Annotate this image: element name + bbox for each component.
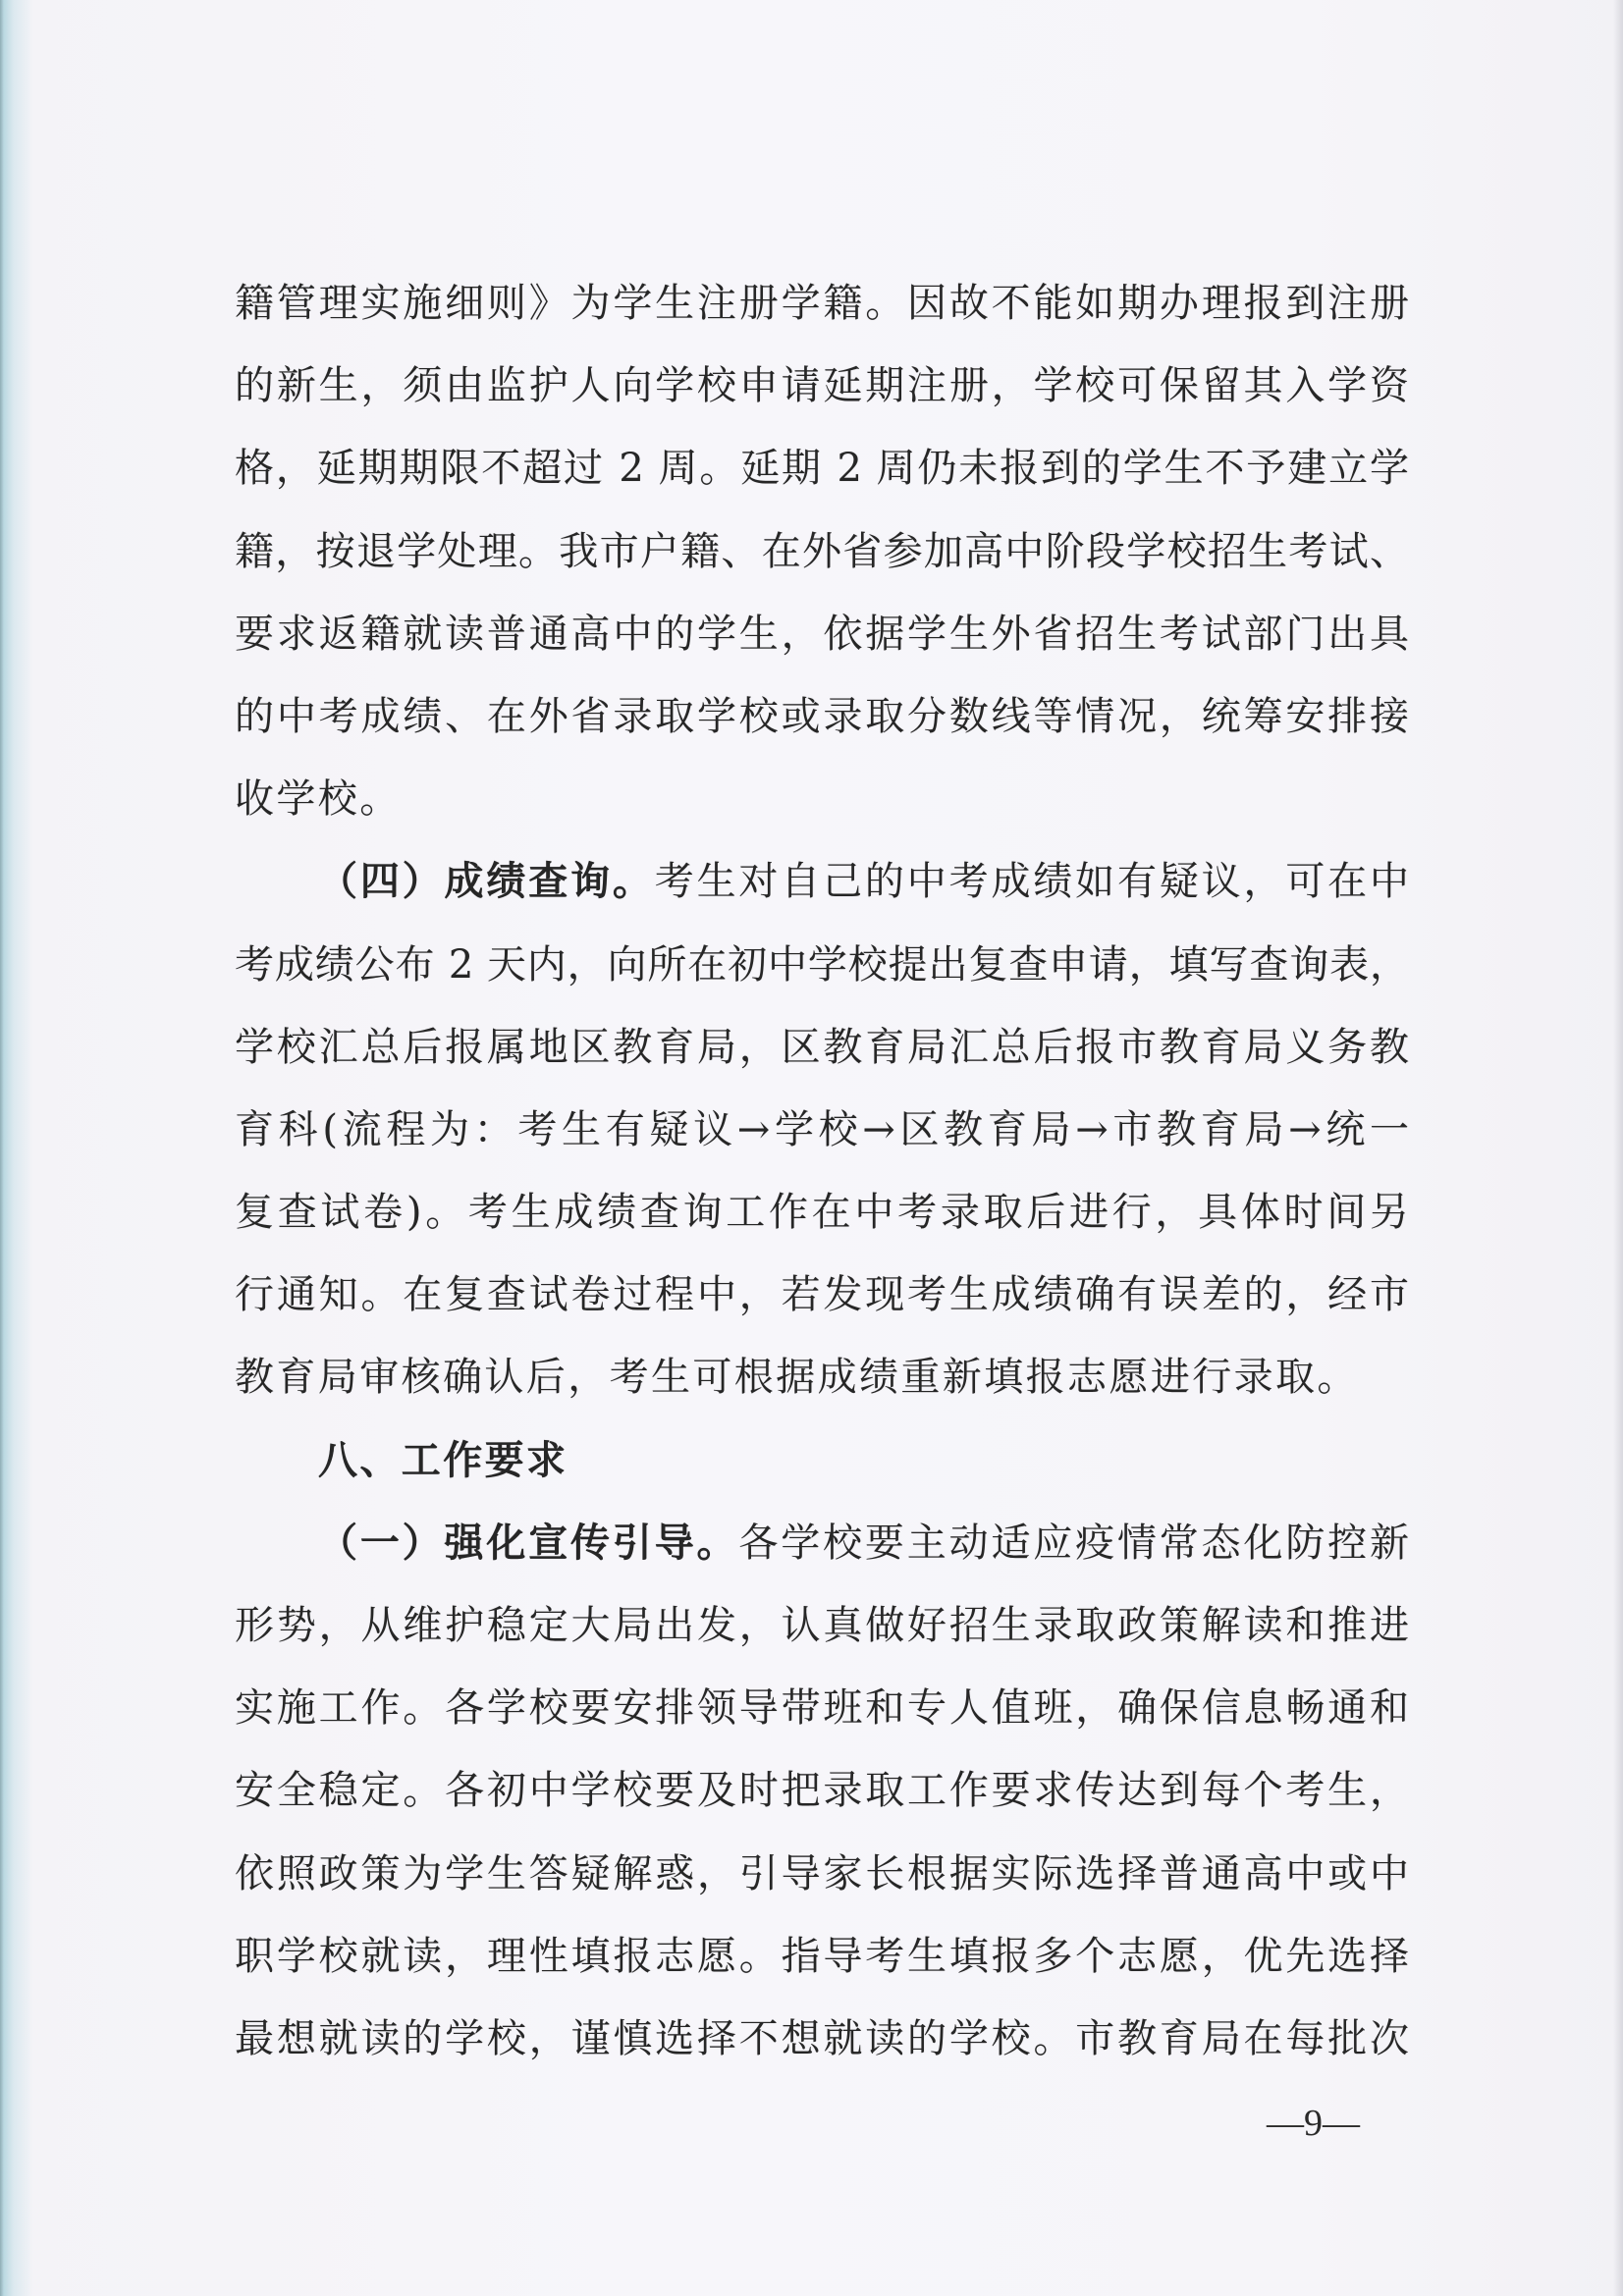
- text-line: 收学校。: [235, 776, 402, 823]
- text-line: 形势，从维护稳定大局出发，认真做好招生录取政策解读和推进: [235, 1603, 1409, 1648]
- paragraph-first-line: [235, 840, 1409, 923]
- text-line: 行通知。在复查试卷过程中，若发现考生成绩确有误差的，经市: [235, 1272, 1409, 1318]
- text-segment: 各学校要主动适应疫情常态化防控新: [738, 1520, 1410, 1566]
- scan-edge-right: [1613, 0, 1623, 2296]
- section-lead: （一）强化宣传引导。: [318, 1519, 739, 1566]
- text-line: 学校汇总后报属地区教育局，区教育局汇总后报市教育局义务教: [235, 1024, 1409, 1070]
- document-body: [235, 262, 1409, 2080]
- section-lead: （四）成绩查询。: [318, 858, 655, 905]
- text-line: 最想就读的学校，谨慎选择不想就读的学校。市教育局在每批次: [235, 2015, 1409, 2061]
- page-number: —9—: [1267, 2103, 1360, 2144]
- text-line: 籍管理实施细则》为学生注册学籍。因故不能如期办理报到注册: [235, 281, 1409, 326]
- text-segment: 考生对自己的中考成绩如有疑议，可在中: [654, 859, 1410, 905]
- section-heading: 八、工作要求: [318, 1437, 568, 1483]
- text-line: 的新生，须由监护人向学校申请延期注册，学校可保留其入学资: [235, 363, 1409, 409]
- text-line: 要求返籍就读普通高中的学生，依据学生外省招生考试部门出具: [235, 611, 1409, 657]
- text-line: 育科(流程为：考生有疑议→学校→区教育局→市教育局→统一: [235, 1106, 1409, 1152]
- text-line: 籍，按退学处理。我市户籍、在外省参加高中阶段学校招生考试、: [235, 528, 1409, 574]
- text-line: 格，延期期限不超过 2 周。延期 2 周仍未报到的学生不予建立学: [235, 446, 1409, 492]
- text-line: 教育局审核确认后，考生可根据成绩重新填报志愿进行录取。: [235, 1355, 1359, 1401]
- text-line: 依照政策为学生答疑解惑，引导家长根据实际选择普通高中或中: [235, 1850, 1409, 1896]
- text-line: 实施工作。各学校要安排领导带班和专人值班，确保信息畅通和: [235, 1685, 1409, 1732]
- text-line: 职学校就读，理性填报志愿。指导考生填报多个志愿，优先选择: [235, 1933, 1409, 1979]
- text-line: 考成绩公布 2 天内，向所在初中学校提出复查申请，填写查询表，: [235, 941, 1409, 988]
- paragraph-first-line: [235, 1502, 1409, 1584]
- text-line: 的中考成绩、在外省录取学校或录取分数线等情况，统筹安排接: [235, 693, 1409, 739]
- text-line: 安全稳定。各初中学校要及时把录取工作要求传达到每个考生，: [235, 1768, 1409, 1814]
- scan-edge-left: [0, 0, 33, 2296]
- text-line: 复查试卷)。考生成绩查询工作在中考录取后进行，具体时间另: [235, 1190, 1409, 1236]
